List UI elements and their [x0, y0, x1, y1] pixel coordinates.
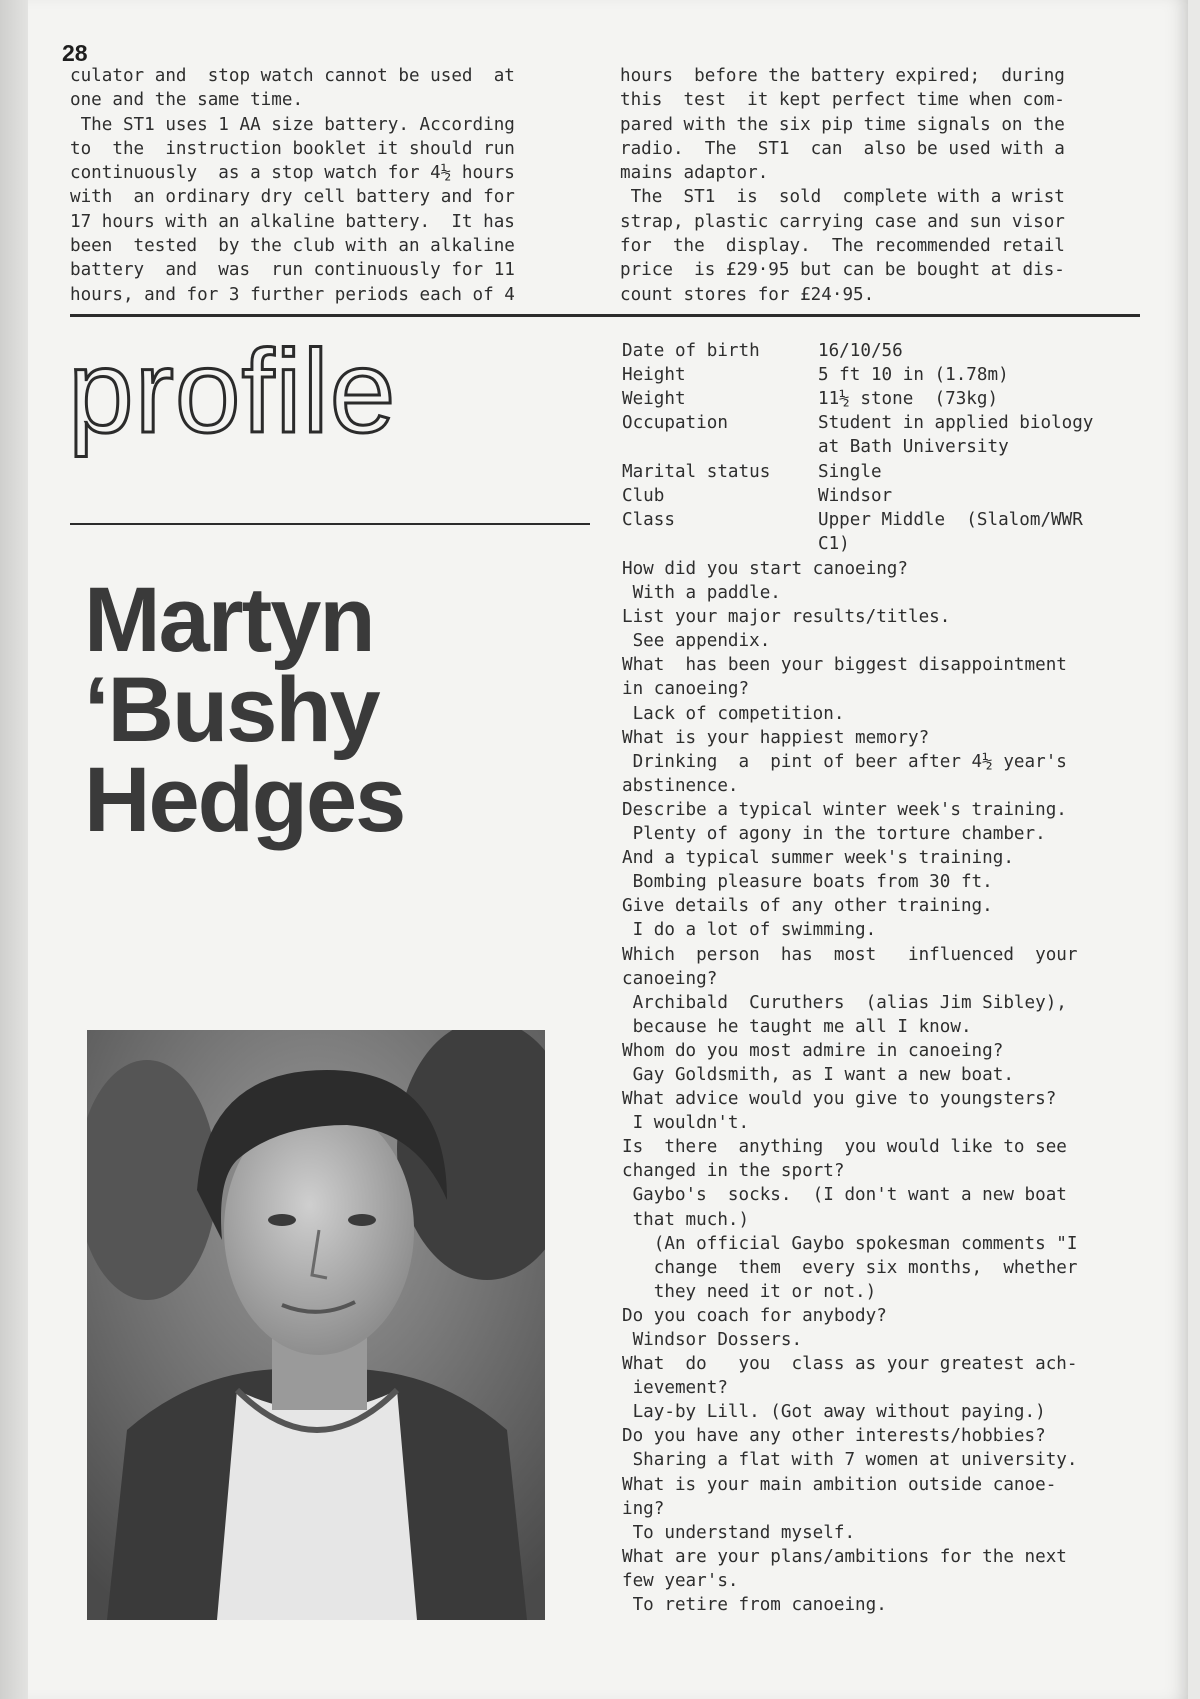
top-right-text-line: The ST1 is sold complete with a wrist [620, 187, 1065, 208]
stat-label: Weight [622, 389, 686, 409]
interview-question: What is your happiest memory? [622, 727, 930, 748]
page-spine-shadow [0, 0, 28, 1699]
interview [622, 557, 1162, 1617]
interview-question: What do you class as your greatest ach- ievement? [622, 1354, 1078, 1399]
interview-answer: Bombing pleasure boats from 30 ft. [622, 872, 993, 893]
interview-answer: Lay-by Lill. (Got away without paying.) [622, 1402, 1046, 1423]
stat-label: Club [622, 486, 665, 506]
interview-answer: I do a lot of swimming. [622, 920, 877, 941]
interview-answer: Windsor Dossers. [622, 1330, 803, 1350]
interview-answer: Sharing a flat with 7 women at university. [622, 1450, 1078, 1471]
top-left-text-line: culator and stop watch cannot be used at [70, 66, 515, 86]
stat-value: 5 ft 10 in (1.78m) [818, 365, 1009, 385]
top-left-text-line: hours, and for 3 further periods each of 4 [70, 284, 515, 305]
top-left-text-line: one and the same time. [70, 90, 304, 111]
top-left-text-line: The ST1 uses 1 AA size battery. According [70, 114, 515, 135]
top-left-text-line: 17 hours with an alkaline battery. It has [70, 211, 515, 232]
stat-label: Marital status [622, 462, 771, 482]
top-right-text-line: strap, plastic carrying case and sun visor [620, 211, 1065, 232]
top-left-text-line: been tested by the club with an alkaline [70, 236, 515, 257]
top-right-text-line: price is £29·95 but can be bought at dis- [620, 260, 1065, 281]
top-left-text-line: with an ordinary dry cell battery and for [70, 187, 515, 208]
top-right-text-line: for the display. The recommended retail [620, 236, 1065, 257]
portrait-photo [87, 1030, 545, 1620]
stat-label: Class [622, 510, 675, 530]
interview-answer: Archibald Curuthers (alias Jim Sibley), because he taught me all I know. [632, 992, 1067, 1037]
stat-value: 16/10/56 [818, 341, 903, 361]
top-left-text-line: to the instruction booklet it should run [70, 138, 515, 159]
stat-label: Height [622, 365, 686, 385]
page-number: 28 [62, 40, 88, 66]
top-right-text-line: pared with the six pip time signals on the [620, 114, 1065, 135]
top-right-text-line: mains adaptor. [620, 163, 769, 184]
person-name [84, 569, 405, 851]
interview-question: Which person has most influenced your canoeing? [622, 944, 1078, 989]
top-right-text-line: radio. The ST1 can also be used with a [620, 138, 1065, 159]
interview-question: List your major results/titles. [622, 607, 951, 628]
interview-question: Give details of any other training. [622, 896, 993, 917]
interview-question: Is there anything you would like to see changed in the sport? [622, 1137, 1067, 1182]
section-divider [70, 314, 1140, 317]
interview-answer: To understand myself. [622, 1522, 856, 1543]
interview-answer: Gay Goldsmith, as I want a new boat. [622, 1064, 1014, 1085]
stat-value: Student in applied biology at Bath University [818, 413, 1094, 458]
top-left-column [70, 64, 515, 307]
stats-table [622, 339, 1162, 557]
interview-answer: Plenty of agony in the torture chamber. [622, 824, 1046, 845]
interview-answer: Drinking a pint of beer after 4½ year's abstinence. [622, 751, 1067, 796]
stat-value: Single [818, 462, 882, 482]
top-right-text-line: this test it kept perfect time when com- [620, 90, 1065, 111]
section-title: profile [68, 326, 397, 458]
stat-label: Occupation [622, 413, 728, 433]
interview-answer: See appendix. [622, 631, 771, 652]
top-left-text-line: battery and was run continuously for 11 [70, 260, 515, 281]
top-right-text-line: count stores for £24·95. [620, 284, 875, 305]
person-name-line-3: Hedges [84, 749, 405, 851]
interview-answer: I wouldn't. [622, 1113, 750, 1134]
stat-value: 11½ stone (73kg) [818, 389, 999, 409]
interview-answer: Lack of competition. [622, 703, 845, 724]
interview-question: Do you have any other interests/hobbies? [622, 1426, 1046, 1447]
profile-column [622, 339, 1162, 1617]
interview-question: And a typical summer week's training. [622, 848, 1014, 869]
interview-question: Do you coach for anybody? [622, 1305, 887, 1326]
interview-question: Whom do you most admire in canoeing? [622, 1040, 1004, 1061]
interview-question: What are your plans/ambitions for the next few year's. [622, 1546, 1067, 1591]
top-right-column [620, 64, 1065, 307]
stat-value: Upper Middle (Slalom/WWR C1) [818, 510, 1083, 555]
top-right-text-line: hours before the battery expired; during [620, 66, 1065, 86]
interview-answer: Gaybo's socks. (I don't want a new boat that much.) (An official Gaybo spokesman comments "I change them every six months, whether they need it or not.) [632, 1185, 1078, 1302]
interview-question: How did you start canoeing? [622, 559, 908, 579]
stat-label: Date of birth [622, 341, 760, 361]
interview-question: What is your main ambition outside canoe- ing? [622, 1474, 1057, 1519]
interview-answer: With a paddle. [622, 583, 781, 604]
interview-question: Describe a typical winter week's training. [622, 799, 1067, 820]
top-left-text-line: continuously as a stop watch for 4½ hours [70, 163, 515, 184]
portrait-photo-graphic [87, 1030, 545, 1620]
interview-answer: To retire from canoeing. [622, 1595, 887, 1616]
interview-question: What has been your biggest disappointment in canoeing? [622, 655, 1067, 700]
person-name-line-2: ‘Bushy [84, 659, 379, 761]
person-name-line-1: Martyn [84, 569, 374, 671]
title-divider [70, 523, 590, 525]
stat-value: Windsor [818, 486, 893, 506]
interview-question: What advice would you give to youngsters? [622, 1089, 1057, 1110]
